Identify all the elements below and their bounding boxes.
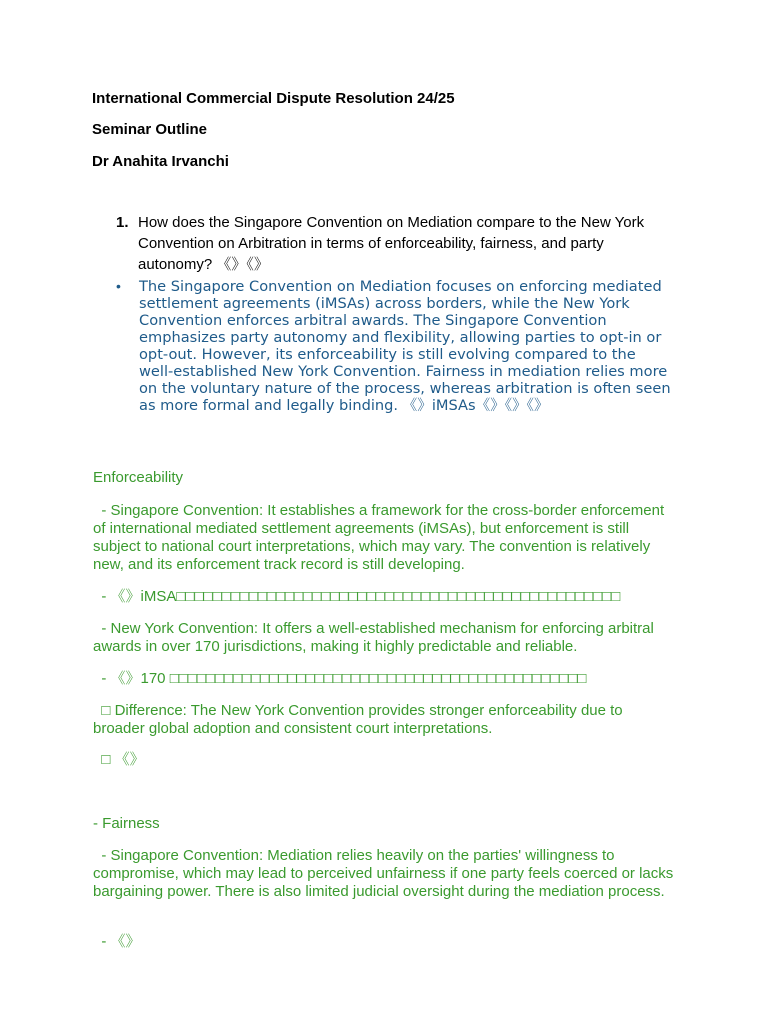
newyork-enforceability-translation: - 《》170 □□□□□□□□□□□□□□□□□□□□□□□□□□□□□□□□□□□□□□□□□□□□□□ [93, 670, 587, 687]
difference-paragraph: □ Difference: The New York Convention provides stronger enforceability due to broader global adoption and consistent court interpretations. [93, 702, 627, 737]
enforceability-heading: Enforceability [93, 469, 184, 486]
singapore-enforceability-translation: - 《》iMSA□□□□□□□□□□□□□□□□□□□□□□□□□□□□□□□□□□□□□□□□□□□□□□□□□ [93, 588, 621, 605]
singapore-fairness-paragraph: - Singapore Convention: Mediation relies heavily on the parties' willingness to compromise, which may lead to perceived unfairness if one party feels coerced or lacks bargaining power. There is also limited judicial oversight during the mediation process. [93, 847, 678, 900]
bullet-icon: • [116, 278, 121, 294]
singapore-fairness-translation: - 《》 [93, 933, 141, 950]
question-number: 1. [116, 214, 129, 231]
newyork-enforceability-paragraph: - New York Convention: It offers a well-established mechanism for enforcing arbitral awards in over 170 jurisdictions, making it highly predictable and reliable. [93, 620, 659, 655]
answer-text: The Singapore Convention on Mediation focuses on enforcing mediated settlement agreements (iMSAs) across borders, while the New York Convention enforces arbitral awards. The Singapore Convention emphasizes party autonomy and flexibility, allowing parties to opt-in or opt-out. However, its enforceability is still evolving compared to the well-established New York Convention. Fairness in mediation relies more on the voluntary nature of the process, whereas arbitration is often seen as more formal and legally binding. 《》iMSAs《》《》《》 [139, 278, 671, 414]
course-title: International Commercial Dispute Resolution 24/25 [92, 90, 455, 107]
document-type: Seminar Outline [92, 121, 208, 138]
author-name: Dr Anahita Irvanchi [92, 153, 229, 170]
fairness-heading: - Fairness [93, 815, 160, 832]
difference-translation: □ 《》 [93, 751, 145, 768]
question-text: How does the Singapore Convention on Mediation compare to the New York Convention on Arbitration in terms of enforceability, fairness, and party autonomy? 《》《》 [138, 214, 645, 273]
singapore-enforceability-paragraph: - Singapore Convention: It establishes a framework for the cross-border enforcement of international mediated settlement agreements (iMSAs), but enforcement is still subject to national court interpretations, which may vary. The convention is relatively new, and its enforcement track record is still developing. [93, 502, 669, 573]
